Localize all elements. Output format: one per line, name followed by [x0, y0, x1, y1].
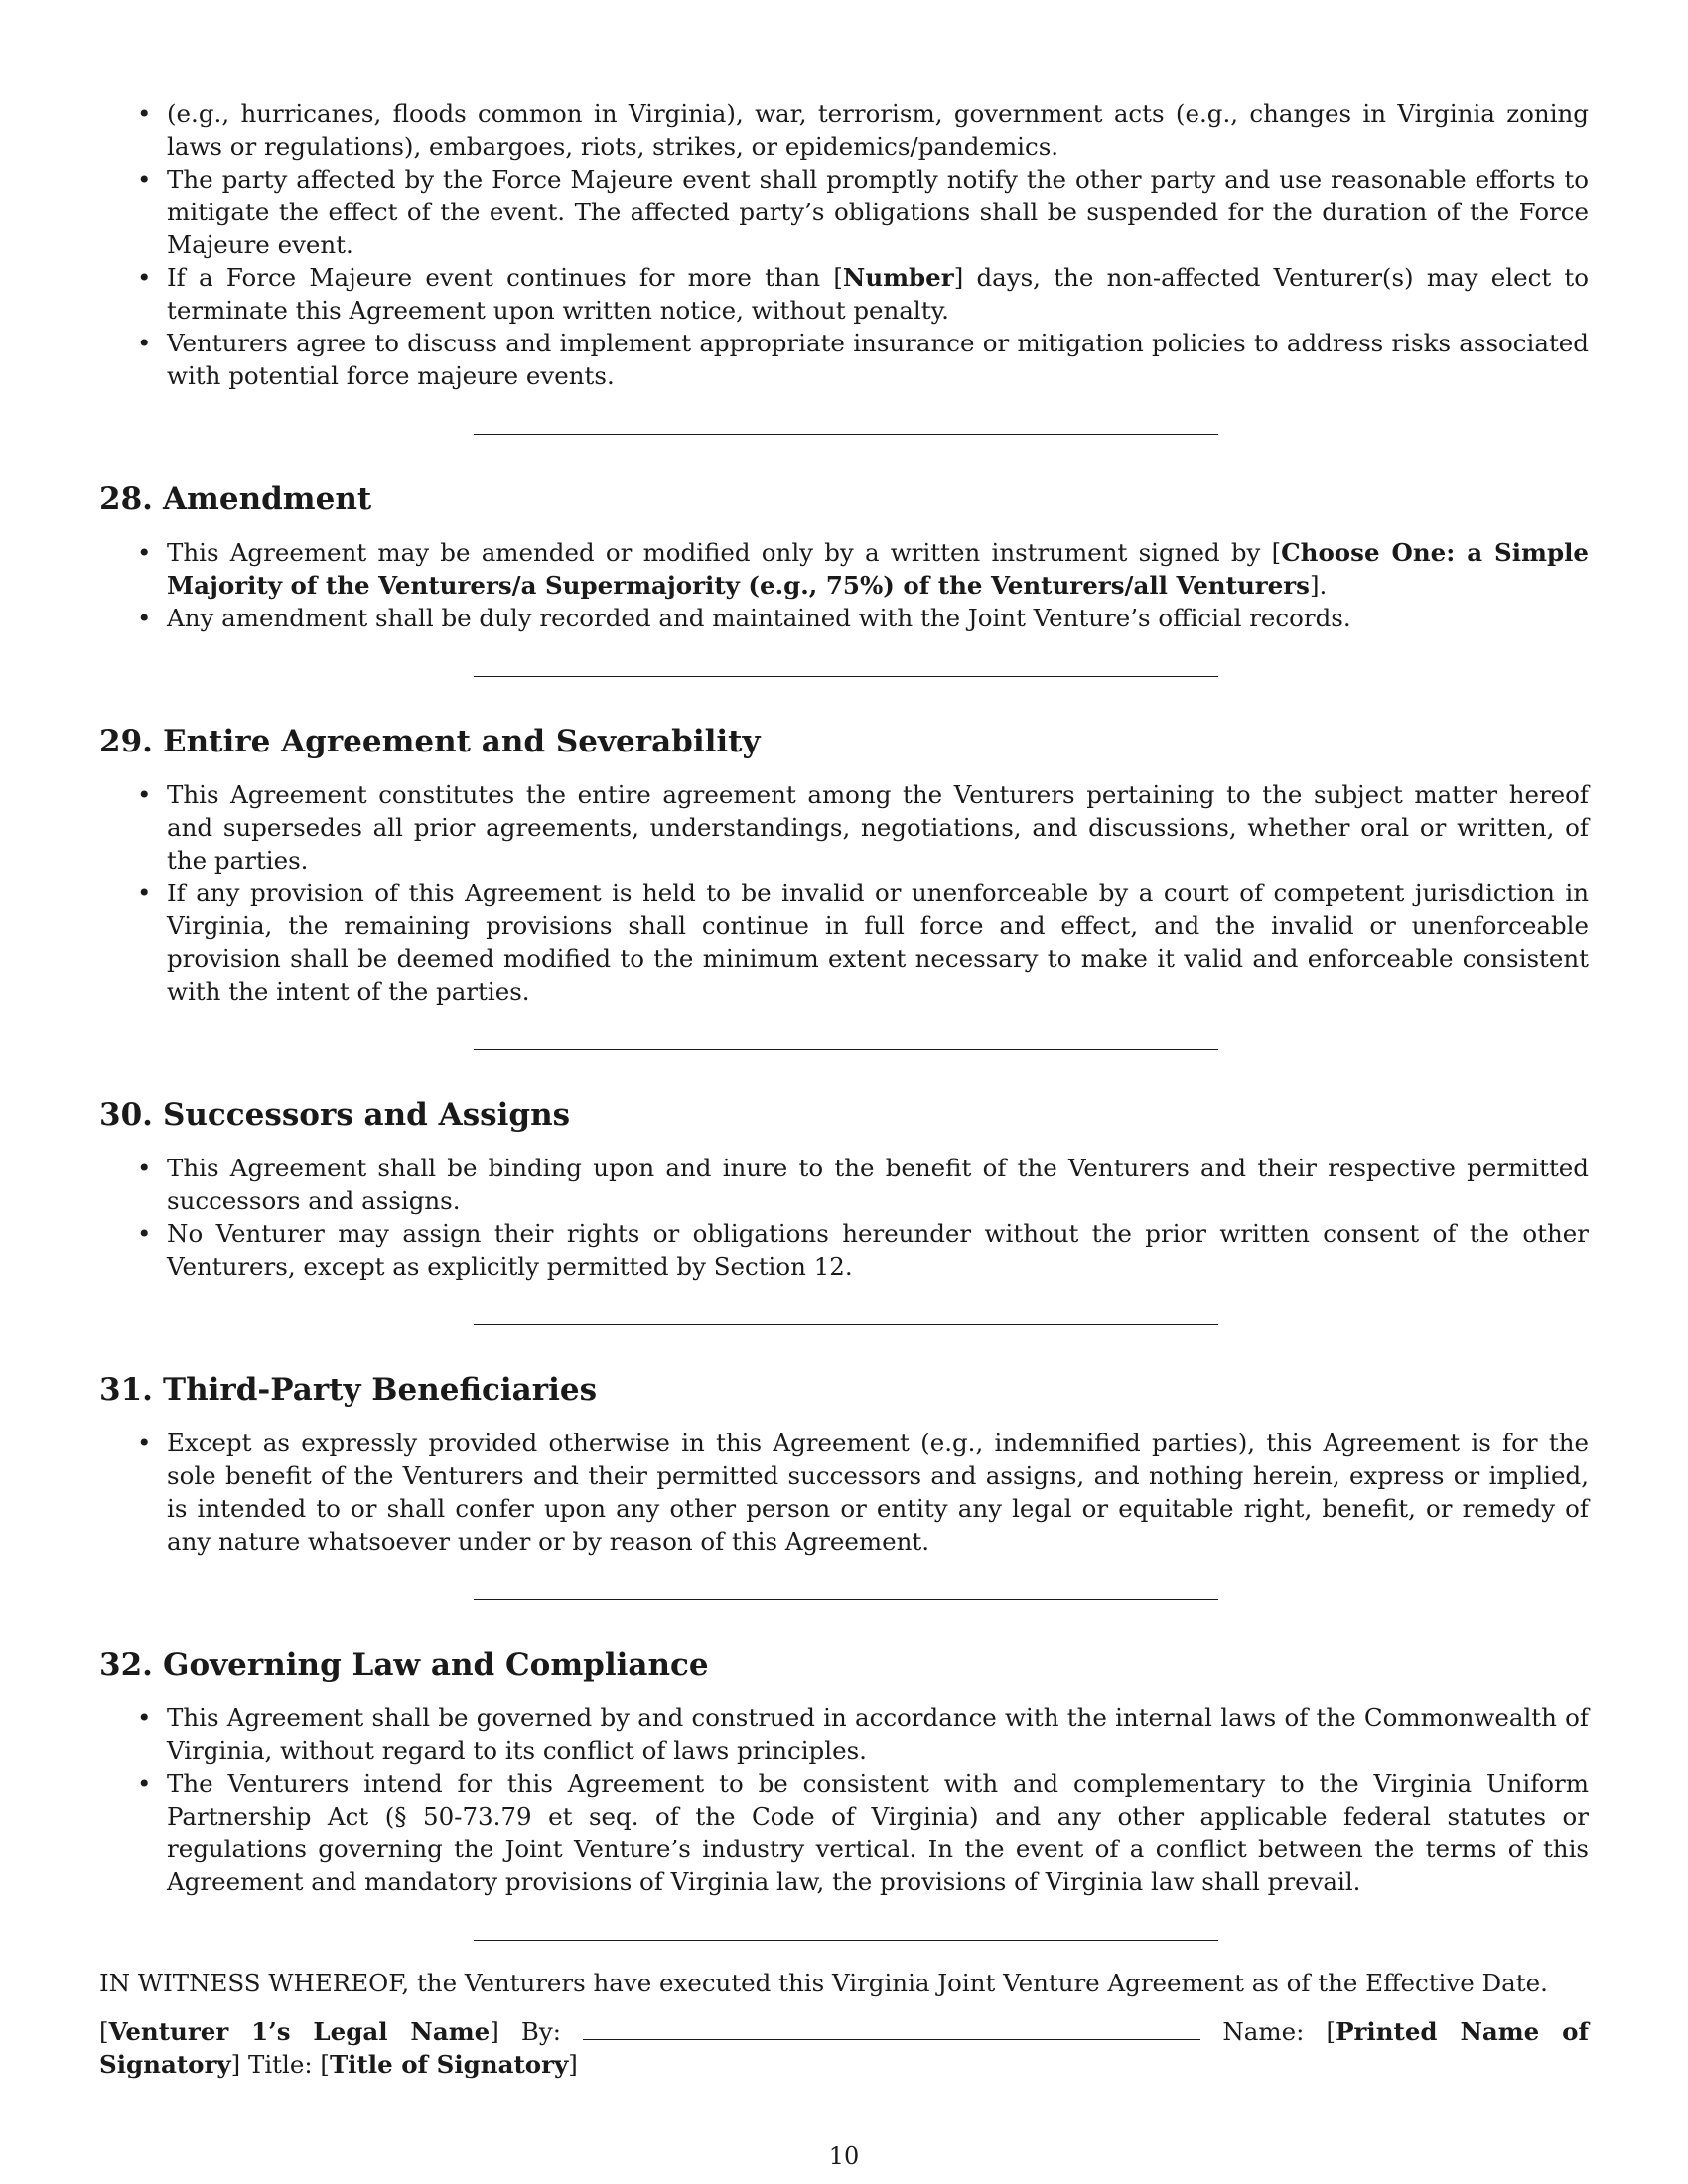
bullet-item	[137, 261, 1589, 327]
bullet-item	[137, 1427, 1589, 1558]
bracket: [	[1326, 2017, 1336, 2046]
item-text: If a Force Majeure event continues for more than [	[167, 263, 843, 292]
signature-line[interactable]	[583, 2017, 1200, 2040]
bullet-icon: •	[137, 263, 152, 292]
section-bullet-list	[99, 1702, 1589, 1898]
by-label: By:	[498, 2017, 584, 2046]
section-heading	[99, 1371, 1589, 1409]
name-label: Name:	[1200, 2017, 1327, 2046]
bullet-icon: •	[137, 1704, 152, 1732]
item-text: ] days, the non-affected Venturer(s) may elect to terminate this Agreement upon written notice, without penalty.	[167, 263, 1589, 325]
section-bullet-list	[99, 536, 1589, 634]
sections-container	[99, 480, 1589, 1941]
bullet-item	[137, 778, 1589, 877]
item-text: No Venturer may assign their rights or obligations hereunder without the prior written consent of the other Venturers, except as explicitly permitted by Section 12.	[167, 1219, 1589, 1281]
section-divider	[474, 676, 1218, 677]
section-title: Successors and Assigns	[163, 1097, 571, 1133]
bracket: ]	[490, 2017, 499, 2046]
bullet-item	[137, 1767, 1589, 1898]
section-title: Third-Party Beneficiaries	[163, 1372, 598, 1408]
item-text: This Agreement constitutes the entire agreement among the Venturers pertaining to the subject matter hereof and supersedes all prior agreements, understandings, negotiations, and discussions, whether oral or written, of the parties.	[167, 780, 1589, 875]
title-placeholder: Title of Signatory	[329, 2050, 569, 2079]
section-number: 29.	[99, 724, 153, 759]
bullet-icon: •	[137, 780, 152, 809]
bracket: [	[320, 2050, 330, 2079]
venturer-name-placeholder: Venturer 1’s Legal Name	[108, 2017, 491, 2046]
section-heading	[99, 480, 1589, 518]
bold-placeholder: Number	[842, 263, 954, 292]
section-number: 32.	[99, 1647, 153, 1683]
item-text: (e.g., hurricanes, floods common in Virginia), war, terrorism, government acts (e.g., changes in Virginia zoning laws or regulations), embargoes, riots, strikes, or epidemics/pandemics.	[167, 99, 1589, 161]
section-heading	[99, 723, 1589, 760]
bold-placeholder: Choose One: a Simple Majority of the Venturers/a Supermajority (e.g., 75%) of the Venturers/all Venturers	[167, 538, 1590, 600]
printed-name-placeholder: Printed Name of Signatory	[99, 2017, 1589, 2079]
section-divider	[474, 1599, 1218, 1600]
item-text: This Agreement shall be governed by and construed in accordance with the internal laws of the Commonwealth of Virginia, without regard to its conflict of laws principles.	[167, 1704, 1589, 1765]
bullet-icon: •	[137, 99, 152, 128]
section-title: Governing Law and Compliance	[163, 1647, 709, 1683]
bullet-icon: •	[137, 329, 152, 357]
section-number: 31.	[99, 1372, 153, 1408]
bullet-icon: •	[137, 1429, 152, 1457]
item-text: This Agreement may be amended or modified only by a written instrument signed by [	[167, 538, 1282, 567]
section-heading	[99, 1096, 1589, 1134]
section-divider	[474, 1049, 1218, 1050]
item-text: ].	[1309, 571, 1328, 600]
bullet-item	[137, 602, 1589, 634]
section-bullet-list	[99, 778, 1589, 1008]
bullet-icon: •	[137, 1769, 152, 1798]
section-bullet-list	[99, 1427, 1589, 1558]
item-text: This Agreement shall be binding upon and inure to the benefit of the Venturers and their respective permitted successors and assigns.	[167, 1154, 1589, 1215]
bullet-icon: •	[137, 604, 152, 632]
section-divider	[474, 1324, 1218, 1325]
section-number: 28.	[99, 481, 153, 517]
bullet-item	[137, 1217, 1589, 1283]
bullet-icon: •	[137, 165, 152, 194]
signature-block	[99, 2015, 1589, 2081]
bullet-item	[137, 327, 1589, 392]
item-text: Except as expressly provided otherwise in this Agreement (e.g., indemnified parties), this Agreement is for the sole benefit of the Venturers and their permitted successors and assigns, and nothing herein, express or implied, is intended to or shall confer upon any other person or entity any legal or equitable right, benefit, or remedy of any nature whatsoever under or by reason of this Agreement.	[167, 1429, 1589, 1556]
page-number: 10	[828, 2142, 860, 2170]
bullet-item	[137, 1702, 1589, 1767]
bullet-item	[137, 97, 1589, 163]
bullet-icon: •	[137, 538, 152, 567]
item-text: Any amendment shall be duly recorded and maintained with the Joint Venture’s official records.	[167, 604, 1351, 632]
item-text: The party affected by the Force Majeure event shall promptly notify the other party and use reasonable efforts to mitigate the effect of the event. The affected party’s obligations shall be suspended for the duration of the Force Majeure event.	[167, 165, 1589, 259]
bullet-item	[137, 877, 1589, 1008]
bullet-icon: •	[137, 879, 152, 907]
section-bullet-list	[99, 1152, 1589, 1283]
document-page	[99, 97, 1589, 2081]
section-title: Amendment	[163, 481, 372, 517]
section-number: 30.	[99, 1097, 153, 1133]
section-title: Entire Agreement and Severability	[163, 724, 761, 759]
bullet-item	[137, 163, 1589, 261]
bullet-item	[137, 536, 1590, 602]
bracket: ]	[230, 2050, 241, 2079]
force-majeure-continued-list	[99, 97, 1589, 392]
section-divider	[474, 1940, 1218, 1941]
bullet-icon: •	[137, 1219, 152, 1248]
title-label: Title:	[240, 2050, 321, 2079]
bullet-item	[137, 1152, 1589, 1217]
item-text: Venturers agree to discuss and implement appropriate insurance or mitigation policies to address risks associated with potential force majeure events.	[167, 329, 1589, 390]
bracket: [	[99, 2017, 109, 2046]
item-text: If any provision of this Agreement is held to be invalid or unenforceable by a court of competent jurisdiction in Virginia, the remaining provisions shall continue in full force and effect, and the invalid or unenforceable provision shall be deemed modified to the minimum extent necessary to make it valid and enforceable consistent with the intent of the parties.	[167, 879, 1589, 1006]
bullet-icon: •	[137, 1154, 152, 1182]
section-heading	[99, 1646, 1589, 1684]
item-text: The Venturers intend for this Agreement to be consistent with and complementary to the Virginia Uniform Partnership Act (§ 50-73.79 et seq. of the Code of Virginia) and any other applicable federal statutes or regulations governing the Joint Venture’s industry vertical. In the event of a conflict between the terms of this Agreement and mandatory provisions of Virginia law, the provisions of Virginia law shall prevail.	[167, 1769, 1589, 1896]
bracket: ]	[568, 2050, 578, 2079]
section-divider	[474, 434, 1218, 435]
witness-statement: IN WITNESS WHEREOF, the Venturers have executed this Virginia Joint Venture Agreement as of the Effective Date.	[99, 1969, 1548, 1997]
